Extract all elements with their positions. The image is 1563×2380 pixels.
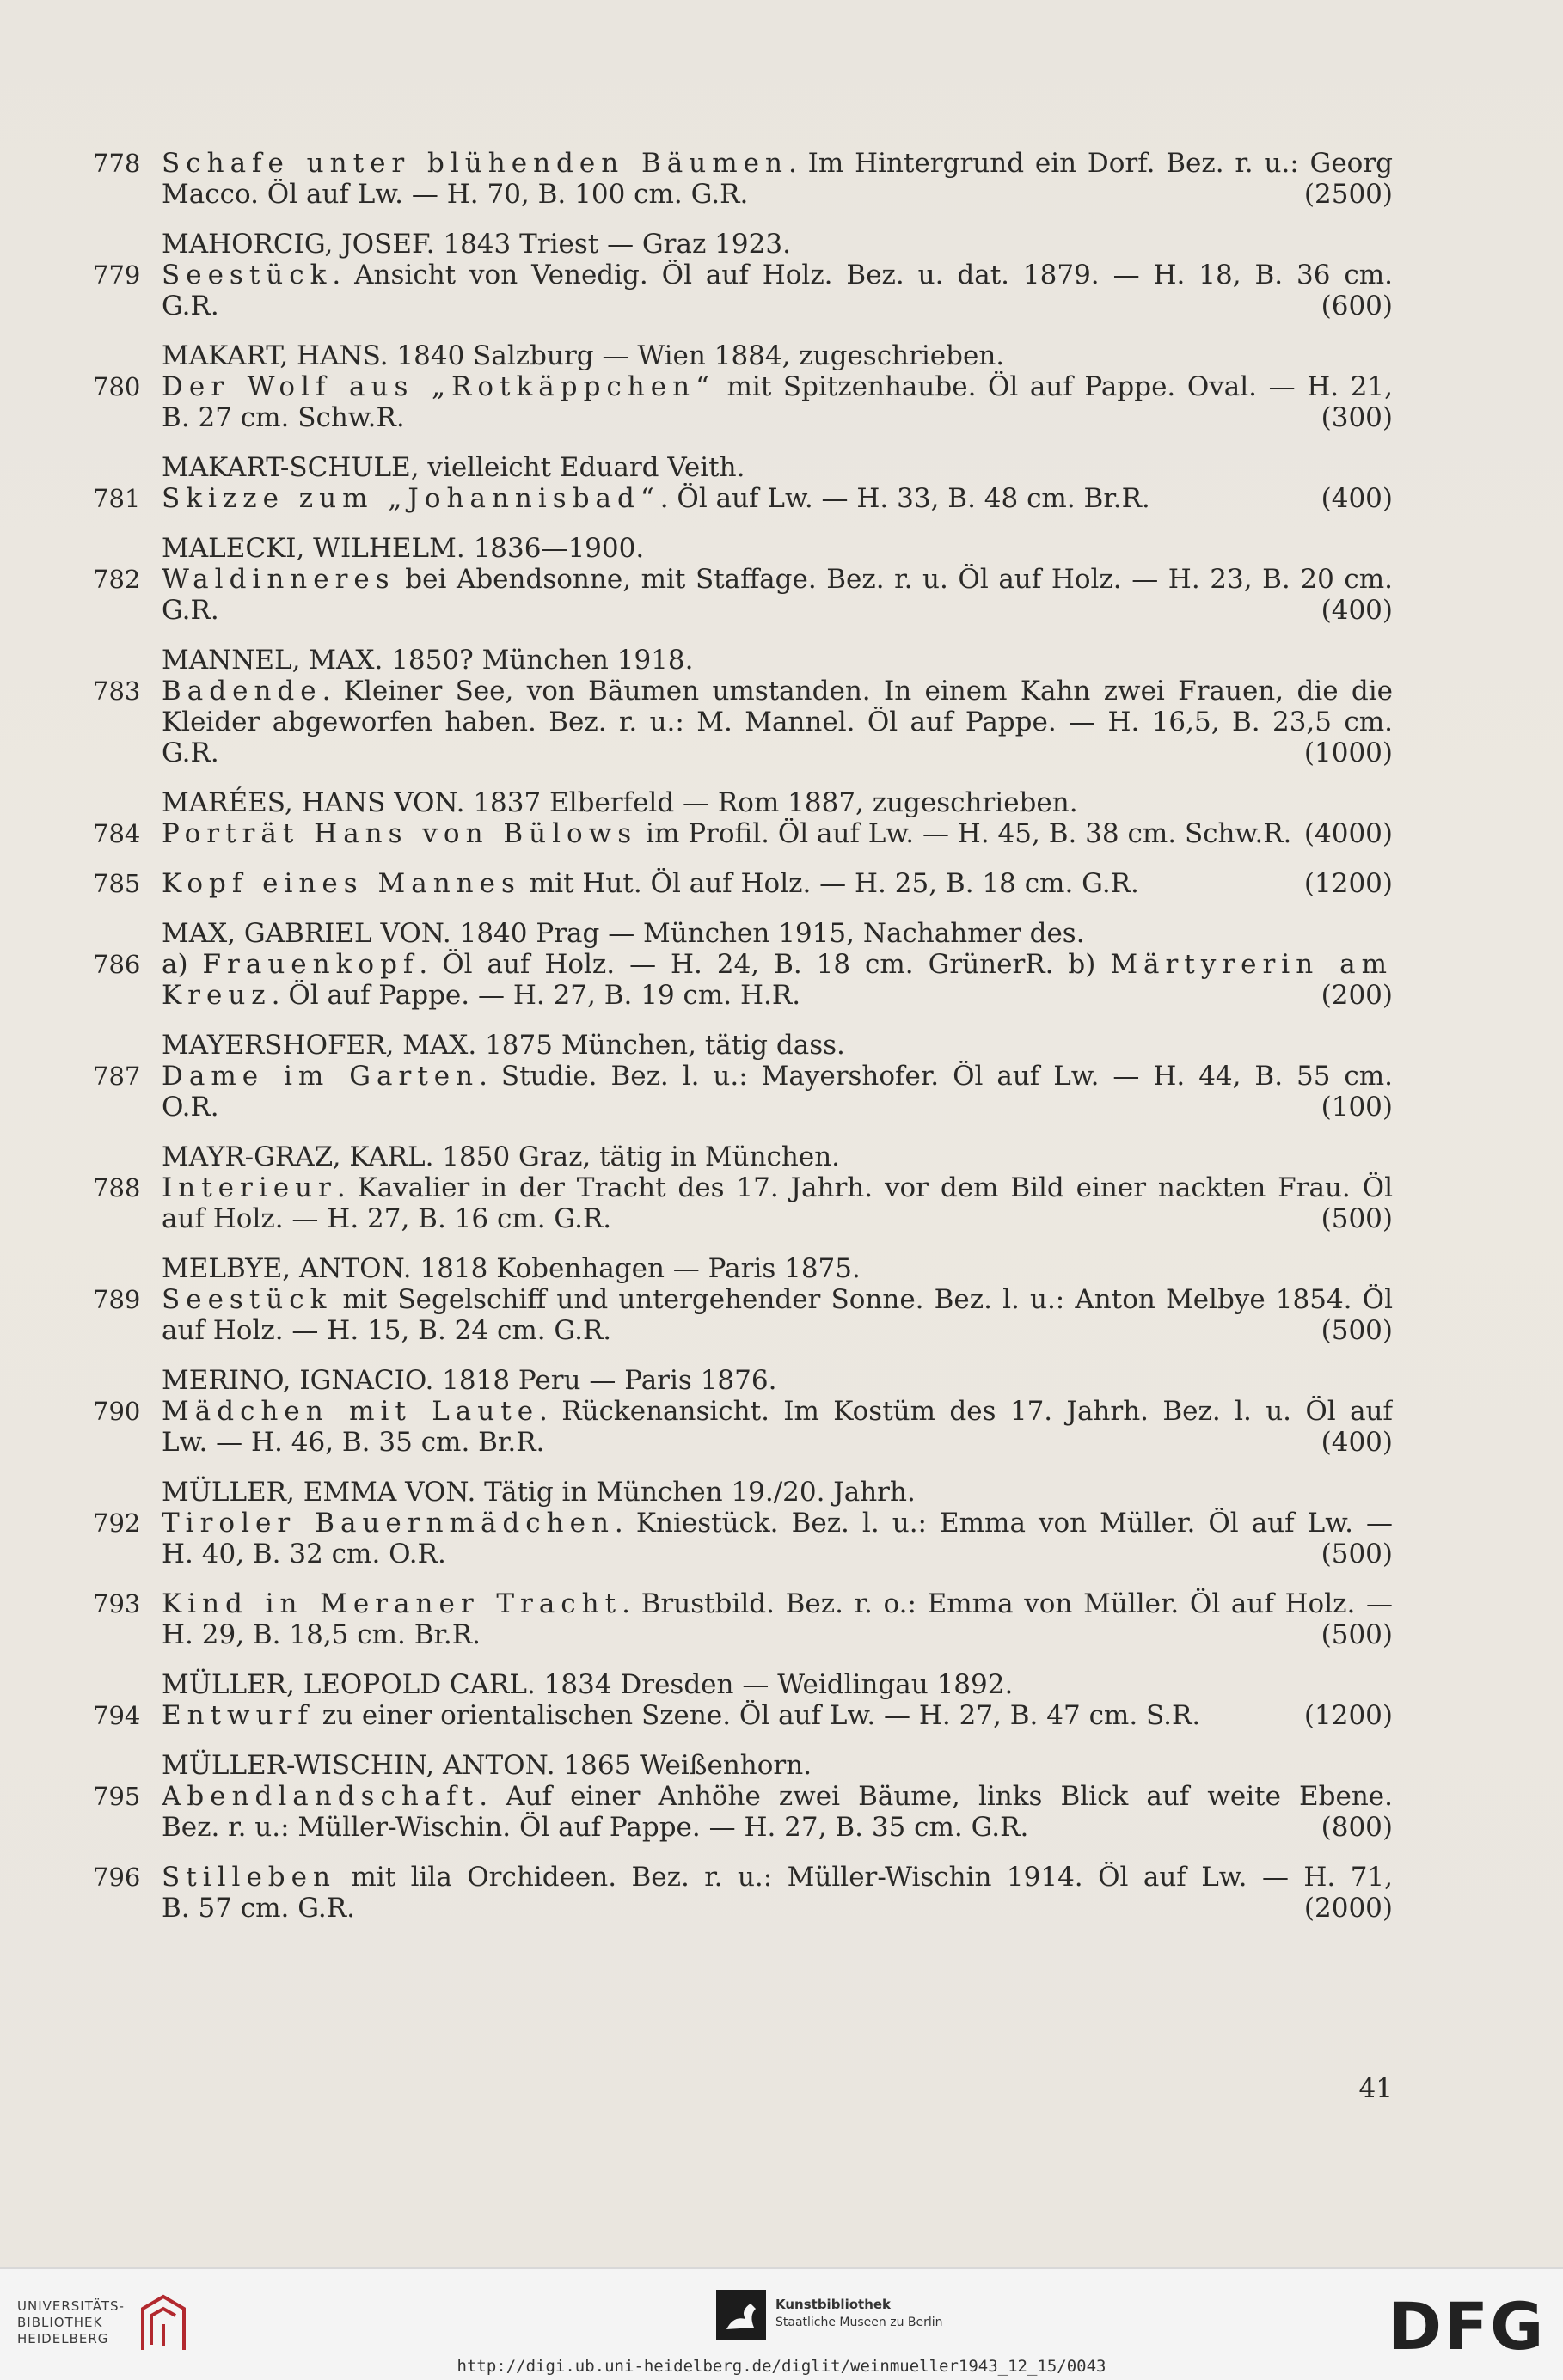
artist-heading: MÜLLER-WISCHIN, ANTON. 1865 Weißenhorn. [162, 1750, 812, 1781]
kunstbibliothek-label [775, 2297, 943, 2329]
price-estimate: (400) [1321, 595, 1393, 626]
artist-heading: MAHORCIG, JOSEF. 1843 Triest — Graz 1923. [162, 229, 791, 260]
description-text: Bez. r. u.: Müller-Wischin. Öl auf Pappe. — H. 27, B. 35 cm. G.R. [162, 1812, 1029, 1843]
lot-continuation [162, 1619, 1393, 1650]
text-line-body [162, 1812, 1028, 1843]
text-line [162, 1315, 1393, 1346]
lot-continuation [162, 1427, 1393, 1458]
spacer [0, 626, 1563, 645]
text-line-body [162, 818, 1291, 849]
text-line [162, 148, 1393, 179]
lot-continuation [162, 291, 1393, 321]
page-number: 41 [1358, 2073, 1393, 2104]
artist-heading: MARÉES, HANS VON. 1837 Elberfeld — Rom 1887, zugeschrieben. [162, 787, 1078, 818]
spacer [0, 1569, 1563, 1588]
spaced-title: Frauenkopf [202, 949, 420, 980]
lot-continuation [162, 1092, 1393, 1123]
spaced-title: Kind in Meraner Tracht [162, 1588, 622, 1619]
text-line [162, 371, 1393, 402]
kunstbibliothek-subtitle: Staatliche Museen zu Berlin [775, 2316, 943, 2329]
spaced-title: Entwurf [162, 1700, 314, 1731]
description-text: Lw. — H. 46, B. 35 cm. Br.R. [162, 1427, 545, 1458]
text-line-body [162, 402, 405, 433]
text-line [162, 1172, 1393, 1203]
text-line-body [162, 1893, 355, 1924]
lot-number: 783 [93, 676, 141, 706]
lot-continuation [162, 707, 1393, 737]
text-line [162, 1619, 1393, 1650]
description-text: G.R. [162, 737, 219, 768]
text-line-body [162, 595, 219, 626]
spaced-title: Schafe unter blühenden Bäumen [162, 148, 788, 179]
text-line-body [162, 483, 1150, 514]
text-line-body [162, 291, 219, 321]
text-line [162, 949, 1393, 980]
university-library-logo-icon[interactable] [138, 2290, 189, 2359]
lot-number: 796 [93, 1863, 141, 1892]
description-text: auf Holz. — H. 15, B. 24 cm. G.R. [162, 1315, 612, 1346]
lot-continuation [162, 1203, 1393, 1234]
description-text: . Ansicht von Venedig. Öl auf Holz. Bez. u. dat. 1879. — H. 18, B. 36 cm. [332, 260, 1393, 291]
spacer [0, 1123, 1563, 1141]
lot-entry [93, 1700, 1393, 1731]
spacer [0, 899, 1563, 918]
text-line [162, 1893, 1393, 1924]
price-estimate: (100) [1321, 1092, 1393, 1123]
lot-entry [93, 148, 1393, 179]
description-text: . Brustbild. Bez. r. o.: Emma von Müller. Öl auf Holz. — [622, 1588, 1393, 1619]
price-estimate: (4000) [1303, 818, 1393, 849]
description-text: O.R. [162, 1092, 219, 1123]
lot-continuation [162, 737, 1393, 768]
price-estimate: (500) [1321, 1315, 1393, 1346]
text-line-body [162, 1092, 219, 1123]
kunstbibliothek-title: Kunstbibliothek [775, 2297, 892, 2312]
description-text: . Kleiner See, von Bäumen umstanden. In einem Kahn zwei Frauen, die die [322, 676, 1393, 707]
text-line [162, 1508, 1393, 1539]
text-line-body [162, 868, 1139, 899]
lot-continuation [162, 595, 1393, 626]
description-text: . Öl auf Holz. — H. 24, B. 18 cm. GrünerR. b) [419, 949, 1111, 980]
text-line [162, 980, 1393, 1011]
text-line [162, 402, 1393, 433]
spaced-title: Tiroler Bauernmädchen [162, 1508, 615, 1539]
text-line [162, 1862, 1393, 1893]
spaced-title: Stilleben [162, 1862, 336, 1893]
description-text: . Öl auf Lw. — H. 33, B. 48 cm. Br.R. [659, 483, 1150, 514]
lot-continuation [162, 1812, 1393, 1843]
lot-number: 784 [93, 819, 141, 848]
price-estimate: (500) [1321, 1619, 1393, 1650]
artist-heading: MÜLLER, EMMA VON. Tätig in München 19./20. Jahrh. [162, 1477, 916, 1508]
text-line [162, 1700, 1393, 1731]
artist-heading: MÜLLER, LEOPOLD CARL. 1834 Dresden — Weidlingau 1892. [162, 1669, 1014, 1700]
lot-entry [93, 1781, 1393, 1812]
lot-entry [93, 260, 1393, 291]
footer-bar [0, 2267, 1563, 2380]
text-line [162, 1812, 1393, 1843]
lot-number: 792 [93, 1508, 141, 1538]
price-estimate: (1200) [1303, 868, 1393, 899]
text-line [162, 260, 1393, 291]
description-text: . Auf einer Anhöhe zwei Bäume, links Blick auf weite Ebene. [479, 1781, 1393, 1812]
price-estimate: (200) [1321, 980, 1393, 1011]
lot-entry [93, 1061, 1393, 1092]
text-line [162, 1588, 1393, 1619]
spacer [0, 1843, 1563, 1862]
spacer [0, 1458, 1563, 1477]
description-text: . Öl auf Pappe. — H. 27, B. 19 cm. H.R. [271, 980, 801, 1011]
lot-number: 778 [93, 149, 141, 178]
text-line-body [162, 1203, 611, 1234]
description-text: H. 29, B. 18,5 cm. Br.R. [162, 1619, 481, 1650]
spaced-title: Märtyrerin am [1110, 949, 1393, 980]
description-text: . Studie. Bez. l. u.: Mayershofer. Öl auf Lw. — H. 44, B. 55 cm. [479, 1061, 1393, 1092]
lot-entry [93, 676, 1393, 707]
description-text: Kleider abgeworfen haben. Bez. r. u.: M. Mannel. Öl auf Pappe. — H. 16,5, B. 23,5 cm. [162, 707, 1393, 737]
text-line [162, 818, 1393, 849]
lot-entry [93, 1588, 1393, 1619]
text-line [162, 707, 1393, 737]
price-estimate: (600) [1321, 291, 1393, 321]
text-line-body [162, 1427, 544, 1458]
library-name-line: BIBLIOTHEK [17, 2315, 103, 2330]
text-line [162, 676, 1393, 707]
lot-entry [93, 1172, 1393, 1203]
text-line [162, 564, 1393, 595]
description-text: Macco. Öl auf Lw. — H. 70, B. 100 cm. G.R. [162, 179, 749, 210]
lot-entry [93, 1396, 1393, 1427]
description-text: mit lila Orchideen. Bez. r. u.: Müller-Wischin 1914. Öl auf Lw. — H. 71, [335, 1862, 1393, 1893]
spaced-title: Skizze zum „Johannisbad“ [162, 483, 660, 514]
lot-entry [93, 818, 1393, 849]
price-estimate: (500) [1321, 1539, 1393, 1569]
text-line [162, 868, 1393, 899]
artist-heading: MAX, GABRIEL VON. 1840 Prag — München 1915, Nachahmer des. [162, 918, 1085, 949]
text-line-body [162, 980, 800, 1011]
spacer [0, 321, 1563, 340]
price-estimate: (400) [1321, 1427, 1393, 1458]
description-text: . Kniestück. Bez. l. u.: Emma von Müller. Öl auf Lw. — [614, 1508, 1393, 1539]
lot-number: 790 [93, 1397, 141, 1426]
artist-heading: MAKART-SCHULE, vielleicht Eduard Veith. [162, 452, 745, 483]
lot-number: 795 [93, 1782, 141, 1811]
spaced-title: Waldinneres [162, 564, 395, 595]
spacer [0, 1234, 1563, 1253]
spacer [0, 1650, 1563, 1669]
text-line [162, 179, 1393, 210]
lot-number: 793 [93, 1589, 141, 1618]
artist-heading: MALECKI, WILHELM. 1836—1900. [162, 533, 645, 564]
description-text: a) [162, 949, 203, 980]
lot-number: 782 [93, 565, 141, 594]
text-line [162, 1061, 1393, 1092]
library-name-line: UNIVERSITÄTS- [17, 2298, 125, 2314]
library-name-line: HEIDELBERG [17, 2331, 109, 2346]
text-line-body [162, 1315, 611, 1346]
spacer [0, 768, 1563, 787]
price-estimate: (1200) [1303, 1700, 1393, 1731]
description-text: zu einer orientalischen Szene. Öl auf Lw. — H. 27, B. 47 cm. S.R. [313, 1700, 1201, 1731]
text-line [162, 291, 1393, 321]
lot-continuation [162, 1893, 1393, 1924]
description-text: . Rückenansicht. Im Kostüm des 17. Jahrh. Bez. l. u. Öl auf [539, 1396, 1393, 1427]
lot-entry [93, 1508, 1393, 1539]
description-text: B. 27 cm. Schw.R. [162, 402, 405, 433]
price-estimate: (2000) [1303, 1893, 1393, 1924]
lot-number: 794 [93, 1701, 141, 1730]
spacer [0, 849, 1563, 868]
spaced-title: Mädchen mit Laute [162, 1396, 540, 1427]
description-text: H. 40, B. 32 cm. O.R. [162, 1539, 446, 1569]
description-text: mit Hut. Öl auf Holz. — H. 25, B. 18 cm. G.R. [520, 868, 1139, 899]
description-text: . Im Hintergrund ein Dorf. Bez. r. u.: Georg [788, 148, 1393, 179]
spaced-title: Interieur [162, 1172, 337, 1203]
description-text: mit Segelschiff und untergehender Sonne. Bez. l. u.: Anton Melbye 1854. Öl [332, 1284, 1393, 1315]
lot-continuation [162, 1315, 1393, 1346]
description-text: B. 57 cm. G.R. [162, 1893, 355, 1924]
spaced-title: Der Wolf aus „Rotkäppchen“ [162, 371, 715, 402]
description-text: mit Spitzenhaube. Öl auf Pappe. Oval. — H. 21, [714, 371, 1393, 402]
spacer [0, 1011, 1563, 1030]
lot-continuation [162, 980, 1393, 1011]
description-text: . Kavalier in der Tracht des 17. Jahrh. vor dem Bild einer nackten Frau. Öl [336, 1172, 1393, 1203]
price-estimate: (800) [1321, 1812, 1393, 1843]
lot-number: 779 [93, 260, 141, 290]
lot-entry [93, 1862, 1393, 1893]
spacer [0, 514, 1563, 533]
spacer [0, 210, 1563, 229]
text-line [162, 1396, 1393, 1427]
spaced-title: Kreuz [162, 980, 272, 1011]
artist-heading: MANNEL, MAX. 1850? München 1918. [162, 645, 694, 676]
spacer [0, 1731, 1563, 1750]
description-text: G.R. [162, 595, 219, 626]
lot-continuation [162, 1539, 1393, 1569]
artist-heading: MAYERSHOFER, MAX. 1875 München, tätig dass. [162, 1030, 845, 1061]
text-line [162, 1539, 1393, 1569]
artist-heading: MERINO, IGNACIO. 1818 Peru — Paris 1876. [162, 1365, 777, 1396]
lot-number: 786 [93, 950, 141, 979]
spaced-title: Kopf eines Mannes [162, 868, 521, 899]
lot-entry [93, 949, 1393, 980]
description-text: auf Holz. — H. 27, B. 16 cm. G.R. [162, 1203, 612, 1234]
text-line [162, 1203, 1393, 1234]
text-line [162, 1781, 1393, 1812]
spaced-title: Seestück [162, 260, 333, 291]
text-line-body [162, 1619, 481, 1650]
artist-heading: MELBYE, ANTON. 1818 Kobenhagen — Paris 1875. [162, 1253, 861, 1284]
spaced-title: Badende [162, 676, 322, 707]
spaced-title: Porträt Hans von Bülows [162, 818, 638, 849]
text-line [162, 1427, 1393, 1458]
lot-number: 787 [93, 1062, 141, 1091]
lot-entry [93, 868, 1393, 899]
lot-number: 781 [93, 484, 141, 513]
price-estimate: (1000) [1303, 737, 1393, 768]
lot-continuation [162, 179, 1393, 210]
artist-heading: MAYR-GRAZ, KARL. 1850 Graz, tätig in München. [162, 1141, 841, 1172]
lot-number: 780 [93, 372, 141, 401]
price-estimate: (300) [1321, 402, 1393, 433]
lot-number: 789 [93, 1285, 141, 1314]
kunstbibliothek-logo-icon[interactable] [716, 2290, 766, 2340]
description-text: G.R. [162, 291, 219, 321]
description-text: bei Abendsonne, mit Staffage. Bez. r. u. Öl auf Holz. — H. 23, B. 20 cm. [395, 564, 1393, 595]
library-name[interactable] [17, 2298, 125, 2347]
lot-number: 788 [93, 1173, 141, 1202]
text-line-body [162, 1700, 1200, 1731]
description-text: im Profil. Öl auf Lw. — H. 45, B. 38 cm. Schw.R. [637, 818, 1292, 849]
text-line-body [162, 179, 748, 210]
lot-entry [93, 371, 1393, 402]
spacer [0, 1346, 1563, 1365]
text-line [162, 737, 1393, 768]
price-estimate: (400) [1321, 483, 1393, 514]
text-line [162, 1284, 1393, 1315]
price-estimate: (500) [1321, 1203, 1393, 1234]
spacer [0, 433, 1563, 452]
spaced-title: Dame im Garten [162, 1061, 480, 1092]
text-line-body [162, 1539, 446, 1569]
lot-entry [93, 483, 1393, 514]
spaced-title: Seestück [162, 1284, 333, 1315]
lot-list [0, 148, 1563, 1924]
lot-entry [93, 1284, 1393, 1315]
lot-number: 785 [93, 869, 141, 898]
price-estimate: (2500) [1303, 179, 1393, 210]
text-line [162, 1092, 1393, 1123]
text-line-body [162, 737, 219, 768]
text-line [162, 483, 1393, 514]
artist-heading: MAKART, HANS. 1840 Salzburg — Wien 1884, zugeschrieben. [162, 340, 1005, 371]
lot-continuation [162, 402, 1393, 433]
text-line [162, 595, 1393, 626]
dfg-logo[interactable]: DFG [1388, 2288, 1546, 2365]
spaced-title: Abendlandschaft [162, 1781, 480, 1812]
lot-entry [93, 564, 1393, 595]
source-url-link[interactable]: http://digi.ub.uni-heidelberg.de/diglit/weinmueller1943_12_15/0043 [457, 2357, 1106, 2376]
